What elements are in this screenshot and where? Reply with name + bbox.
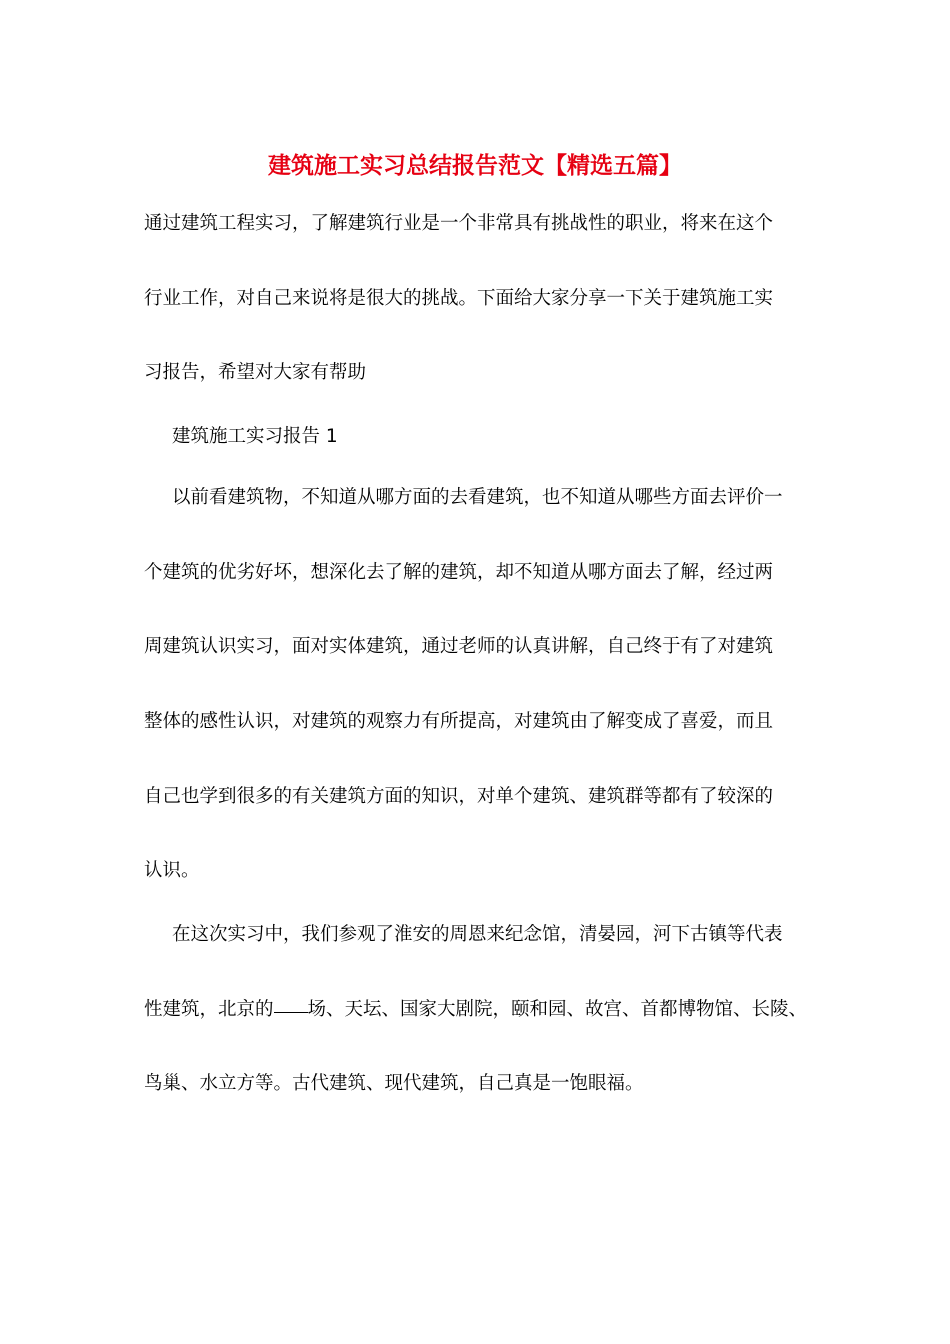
intro-line-2: 行业工作，对自己来说将是很大的挑战。下面给大家分享一下关于建筑施工实 xyxy=(144,288,774,309)
paragraph1-line-5: 自己也学到很多的有关建筑方面的知识，对单个建筑、建筑群等都有了较深的 xyxy=(144,786,774,807)
section-heading: 建筑施工实习报告 1 xyxy=(172,426,338,447)
paragraph2-line-2-start: 性建筑，北京的 xyxy=(144,999,274,1020)
paragraph1-line-1: 以前看建筑物，不知道从哪方面的去看建筑，也不知道从哪些方面去评价一 xyxy=(172,487,783,508)
paragraph1-line-4: 整体的感性认识，对建筑的观察力有所提高，对建筑由了解变成了喜爱，而且 xyxy=(144,711,774,732)
blank-underline xyxy=(274,1011,308,1013)
intro-line-3: 习报告，希望对大家有帮助 xyxy=(144,362,367,383)
paragraph2-line-2 xyxy=(144,997,807,1023)
paragraph2-line-1: 在这次实习中，我们参观了淮安的周恩来纪念馆，清晏园，河下古镇等代表 xyxy=(172,924,783,945)
paragraph2-line-3: 鸟巢、水立方等。古代建筑、现代建筑，自己真是一饱眼福。 xyxy=(144,1073,644,1094)
paragraph1-line-6: 认识。 xyxy=(144,860,200,881)
intro-line-1: 通过建筑工程实习，了解建筑行业是一个非常具有挑战性的职业，将来在这个 xyxy=(144,213,774,234)
document-title: 建筑施工实习总结报告范文【精选五篇】 xyxy=(268,152,682,179)
paragraph1-line-3: 周建筑认识实习，面对实体建筑，通过老师的认真讲解，自己终于有了对建筑 xyxy=(144,636,774,657)
paragraph2-line-2-end: 场、天坛、国家大剧院，颐和园、故宫、首都博物馆、长陵、 xyxy=(307,999,808,1020)
paragraph1-line-2: 个建筑的优劣好坏，想深化去了解的建筑，却不知道从哪方面去了解，经过两 xyxy=(144,562,774,583)
